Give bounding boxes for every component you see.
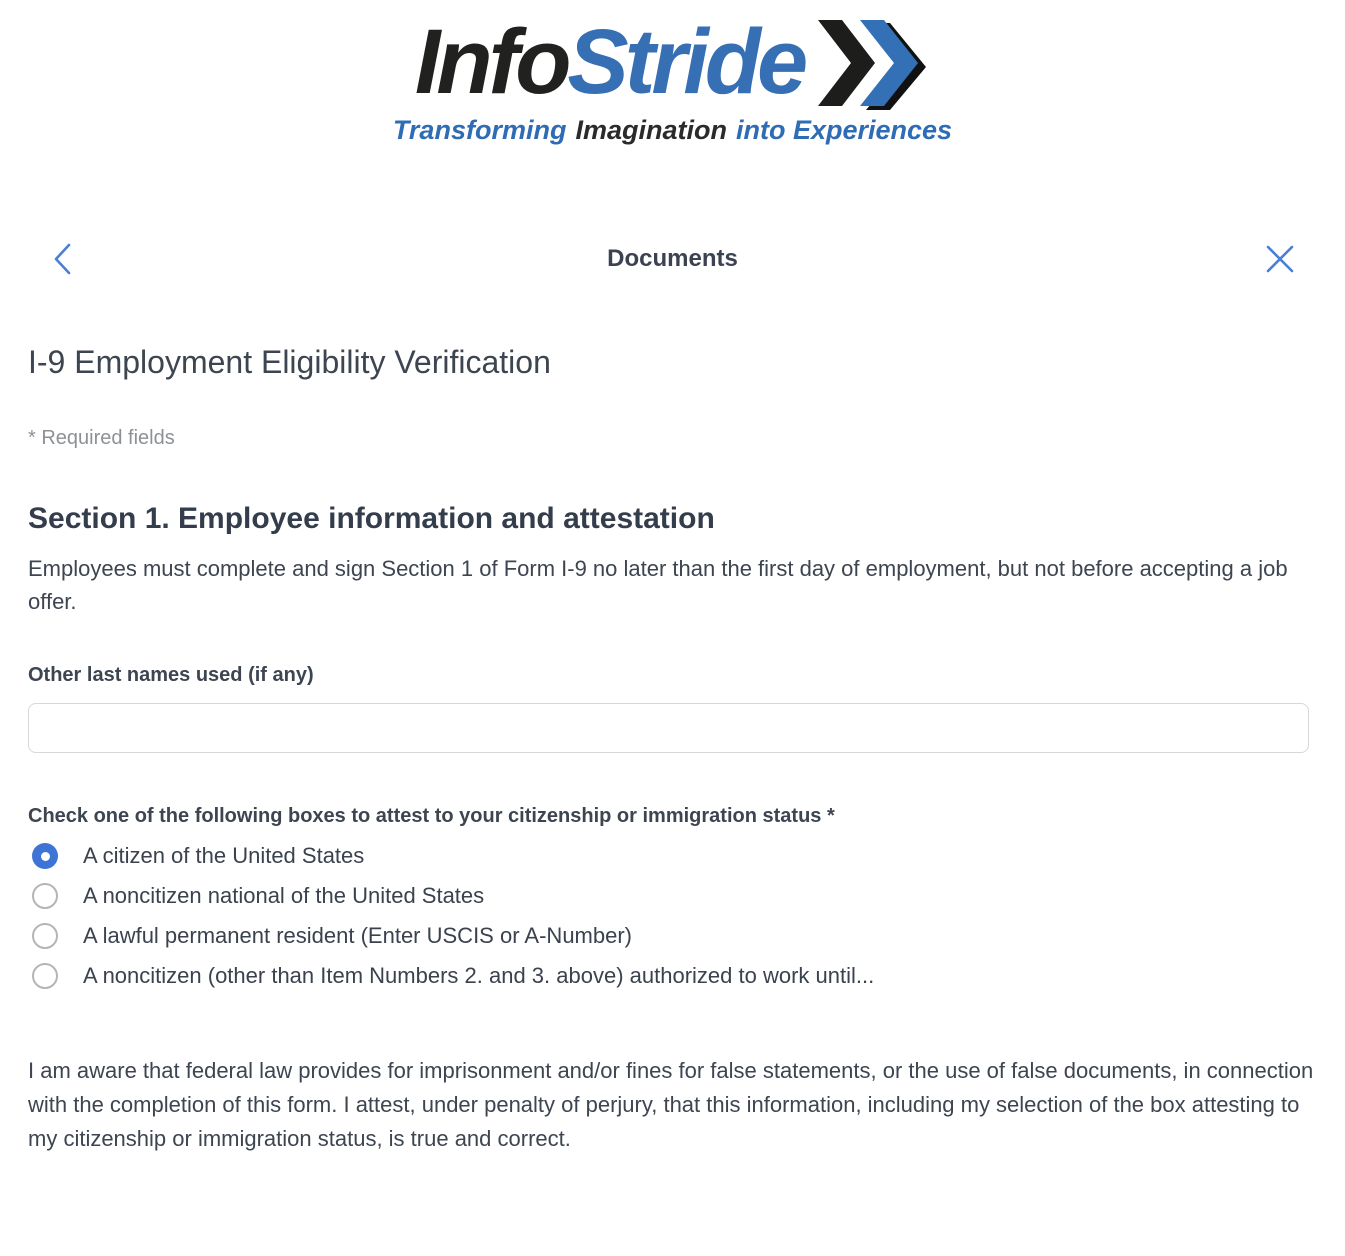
close-icon xyxy=(1261,266,1299,281)
other-last-names-input[interactable] xyxy=(28,703,1309,753)
radio-citizen-label[interactable]: A citizen of the United States xyxy=(83,843,365,868)
radio-noncitizen-authorized-label[interactable]: A noncitizen (other than Item Numbers 2. and 3. above) authorized to work until... xyxy=(83,963,875,988)
radio-option-noncitizen-national[interactable] xyxy=(28,876,1317,916)
attestation-question-label: Check one of the following boxes to attest to your citizenship or immigration status * xyxy=(28,805,835,827)
logo-tagline: Transforming Imagination into Experiences xyxy=(392,115,953,145)
logo-wordmark xyxy=(414,11,805,114)
radio-option-lawful-permanent-resident[interactable] xyxy=(28,916,1317,956)
radio-noncitizen-national-label[interactable]: A noncitizen national of the United States xyxy=(83,883,485,908)
perjury-attestation-text: I am aware that federal law provides for imprisonment and/or fines for false statements, or the use of false documents, in connection with the completion of this form. I attest, under penalty of perjury, that this information, including my selection of the box attesting to my citizenship or immigration status, is true and correct. xyxy=(28,1058,1314,1151)
radio-noncitizen-authorized-control[interactable] xyxy=(32,963,58,989)
modal-title: Documents xyxy=(607,245,738,272)
close-button[interactable] xyxy=(1257,236,1303,282)
radio-citizen-control[interactable] xyxy=(32,843,58,869)
radio-option-noncitizen-authorized[interactable] xyxy=(28,956,1317,996)
chevron-left-icon xyxy=(46,267,80,282)
section-1-description: Employees must complete and sign Section 1 of Form I-9 no later than the first day of employment, but not before accepting a job offer. xyxy=(28,556,1288,614)
logo-word-info: Info xyxy=(414,11,568,114)
radio-option-citizen[interactable] xyxy=(28,836,1317,876)
logo-double-chevron-icon xyxy=(818,16,930,115)
radio-noncitizen-national-control[interactable] xyxy=(32,883,58,909)
back-button[interactable] xyxy=(42,235,84,283)
other-last-names-label: Other last names used (if any) xyxy=(28,664,314,686)
required-fields-note: * Required fields xyxy=(28,427,175,449)
section-1-heading: Section 1. Employee information and attestation xyxy=(28,502,715,535)
documents-modal-header xyxy=(0,232,1345,286)
radio-lawful-permanent-resident-label[interactable]: A lawful permanent resident (Enter USCIS or A-Number) xyxy=(83,923,633,948)
logo-word-stride: Stride xyxy=(567,11,805,114)
page-title: I-9 Employment Eligibility Verification xyxy=(28,344,551,380)
attestation-radio-group xyxy=(28,836,1317,996)
radio-lawful-permanent-resident-control[interactable] xyxy=(32,923,58,949)
form-content xyxy=(0,344,1345,1156)
infostride-logo xyxy=(0,0,1345,146)
